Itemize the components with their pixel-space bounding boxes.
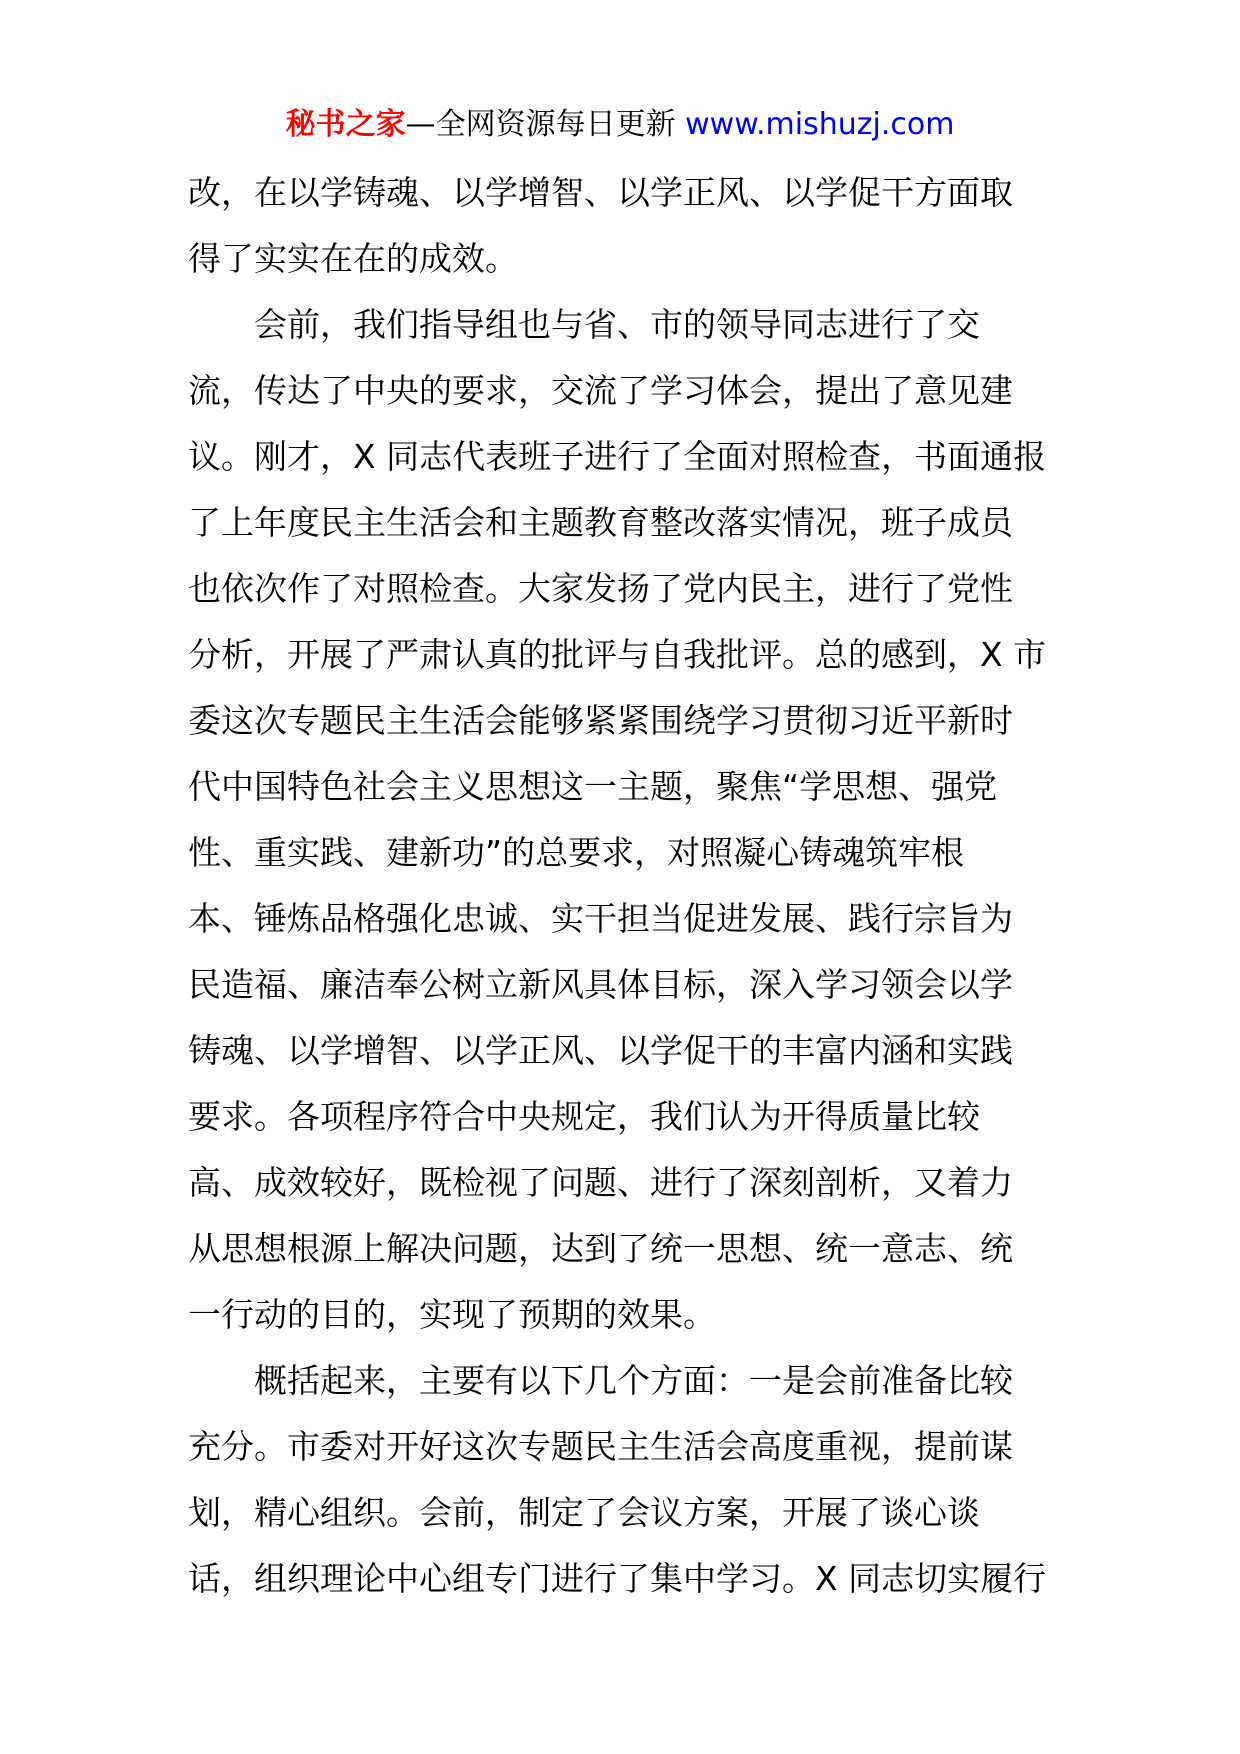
page-header xyxy=(0,100,1240,150)
text-line: 高、成效较好，既检视了问题、进行了深刻剖析，又着力 xyxy=(188,1163,1013,1202)
text-line: 流，传达了中央的要求，交流了学习体会，提出了意见建 xyxy=(188,371,1013,410)
text-line: 议。刚才，X 同志代表班子进行了全面对照检查，书面通报 xyxy=(188,437,1047,476)
paragraph-start-line: 概括起来，主要有以下几个方面：一是会前准备比较 xyxy=(254,1361,1013,1400)
text-line: 充分。市委对开好这次专题民主生活会高度重视，提前谋 xyxy=(188,1427,1013,1466)
text-line: 分析，开展了严肃认真的批评与自我批评。总的感到，X 市 xyxy=(188,635,1047,674)
text-line: 从思想根源上解决问题，达到了统一思想、统一意志、统 xyxy=(188,1229,1013,1268)
text-line: 委这次专题民主生活会能够紧紧围绕学习贯彻习近平新时 xyxy=(188,701,1013,740)
text-line: 代中国特色社会主义思想这一主题，聚焦“学思想、强党 xyxy=(188,767,998,806)
site-url[interactable]: www.mishuzj.com xyxy=(685,107,955,142)
text-line: 铸魂、以学增智、以学正风、以学促干的丰富内涵和实践 xyxy=(188,1031,1013,1070)
text-line: 得了实实在在的成效。 xyxy=(188,239,518,278)
text-line: 改，在以学铸魂、以学增智、以学正风、以学促干方面取 xyxy=(188,173,1013,212)
text-line: 性、重实践、建新功”的总要求，对照凝心铸魂筑牢根 xyxy=(188,833,965,872)
document-body xyxy=(188,160,1054,1612)
text-line: 话，组织理论中心组专门进行了集中学习。X 同志切实履行 xyxy=(188,1559,1047,1598)
text-line: 划，精心组织。会前，制定了会议方案，开展了谈心谈 xyxy=(188,1493,980,1532)
text-line: 民造福、廉洁奉公树立新风具体目标，深入学习领会以学 xyxy=(188,965,1013,1004)
text-line: 本、锤炼品格强化忠诚、实干担当促进发展、践行宗旨为 xyxy=(188,899,1013,938)
text-line: 也依次作了对照检查。大家发扬了党内民主，进行了党性 xyxy=(188,569,1013,608)
header-tagline: —全网资源每日更新 xyxy=(405,107,686,142)
paragraph-start-line: 会前，我们指导组也与省、市的领导同志进行了交 xyxy=(254,305,980,344)
text-line: 要求。各项程序符合中央规定，我们认为开得质量比较 xyxy=(188,1097,980,1136)
text-line: 了上年度民主生活会和主题教育整改落实情况，班子成员 xyxy=(188,503,1013,542)
brand-name: 秘书之家 xyxy=(285,107,406,142)
text-line: 一行动的目的，实现了预期的效果。 xyxy=(188,1295,716,1334)
